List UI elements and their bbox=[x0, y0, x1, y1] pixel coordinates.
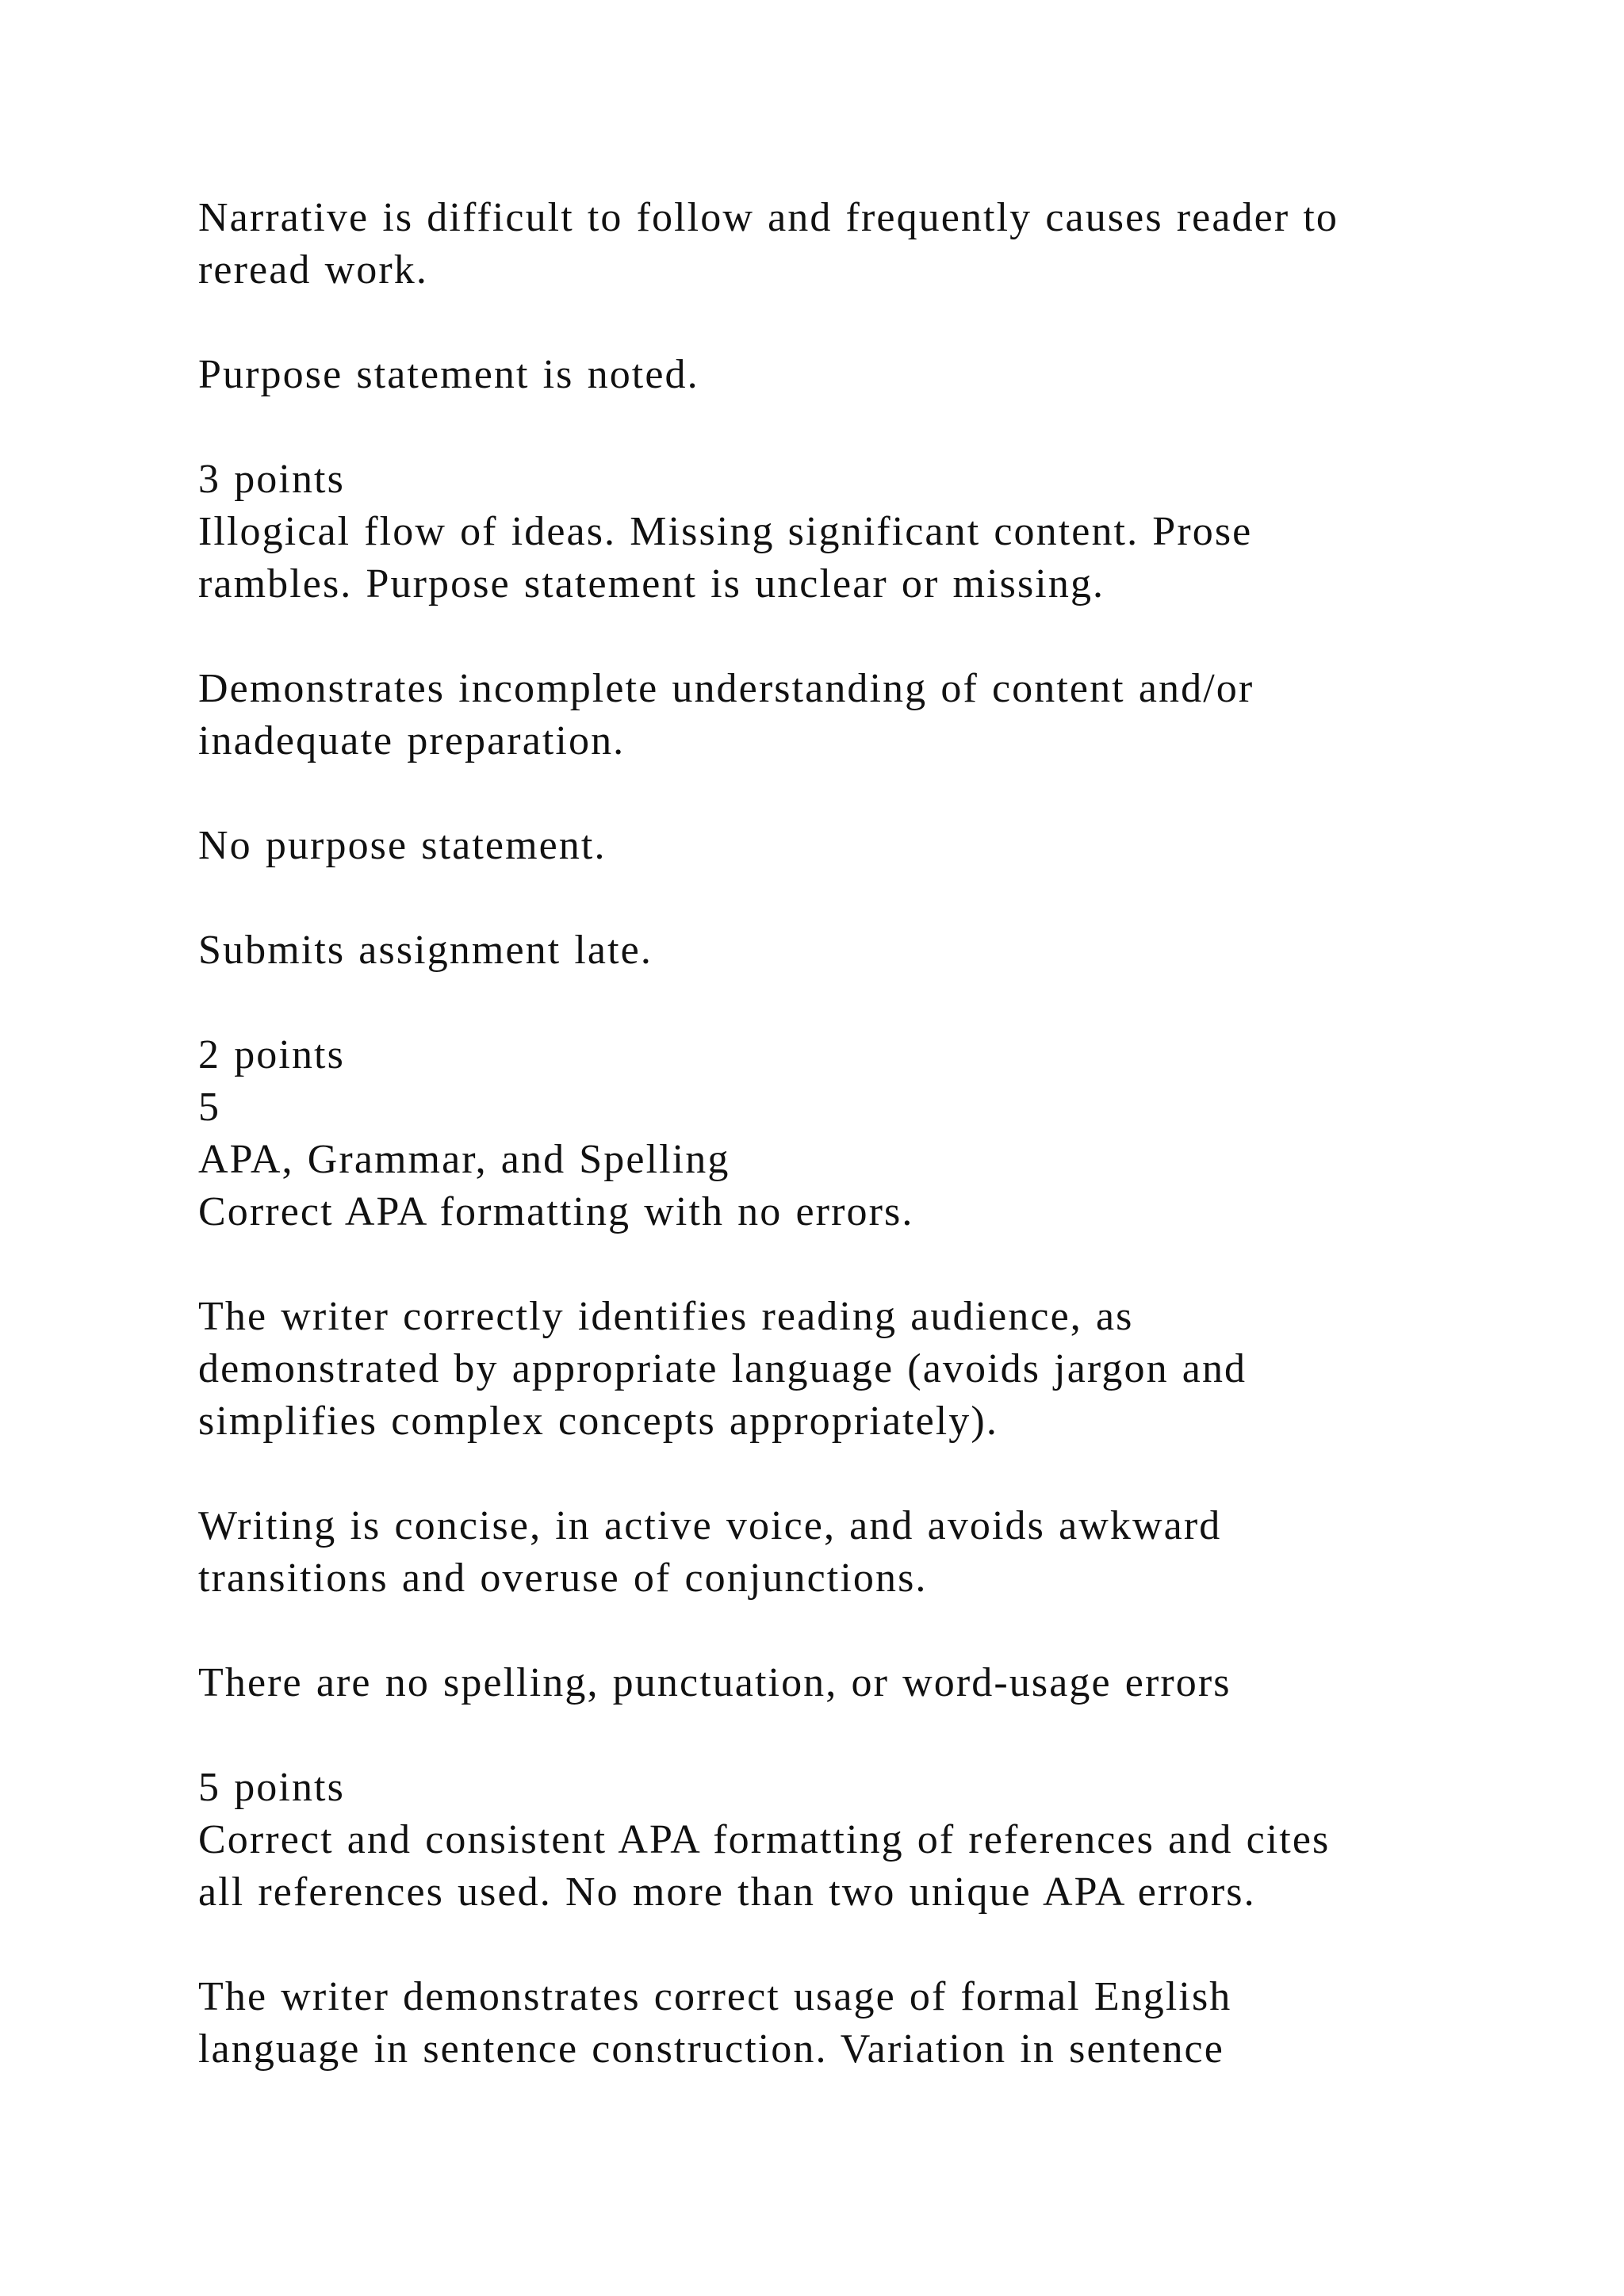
document-body bbox=[198, 192, 1546, 2076]
text-line: all references used. No more than two unique APA errors. bbox=[198, 1869, 1256, 1915]
criterion-title: APA, Grammar, and Spelling bbox=[198, 1137, 730, 1182]
text-line: No purpose statement. bbox=[198, 823, 607, 868]
text-line: Correct and consistent APA formatting of references and cites bbox=[198, 1817, 1331, 1862]
text-line: simplifies complex concepts appropriately). bbox=[198, 1399, 998, 1444]
blank-line bbox=[198, 1709, 1546, 1762]
text-line: The writer demonstrates correct usage of formal English bbox=[198, 1974, 1232, 2019]
blank-line bbox=[198, 1605, 1546, 1657]
text-line: There are no spelling, punctuation, or word-usage errors bbox=[198, 1660, 1231, 1705]
criterion-number: 5 bbox=[198, 1085, 221, 1130]
text-line: inadequate preparation. bbox=[198, 718, 626, 763]
blank-line bbox=[198, 610, 1546, 663]
text-line: reread work. bbox=[198, 247, 428, 293]
blank-line bbox=[198, 297, 1546, 349]
points-label: 2 points bbox=[198, 1032, 345, 1077]
points-label: 5 points bbox=[198, 1765, 345, 1810]
text-line: Illogical flow of ideas. Missing significant content. Prose bbox=[198, 509, 1253, 554]
blank-line bbox=[198, 767, 1546, 820]
blank-line bbox=[198, 1919, 1546, 1971]
text-line: Correct APA formatting with no errors. bbox=[198, 1189, 914, 1234]
text-line: Purpose statement is noted. bbox=[198, 352, 699, 397]
text-line: transitions and overuse of conjunctions. bbox=[198, 1556, 928, 1601]
text-line: The writer correctly identifies reading audience, as bbox=[198, 1294, 1134, 1339]
text-line: Demonstrates incomplete understanding of content and/or bbox=[198, 666, 1254, 711]
text-line: Narrative is difficult to follow and frequently causes reader to bbox=[198, 195, 1339, 240]
blank-line bbox=[198, 977, 1546, 1029]
blank-line bbox=[198, 1448, 1546, 1500]
blank-line bbox=[198, 401, 1546, 453]
text-line: rambles. Purpose statement is unclear or missing. bbox=[198, 561, 1105, 607]
blank-line bbox=[198, 872, 1546, 924]
text-line: demonstrated by appropriate language (avoids jargon and bbox=[198, 1346, 1247, 1391]
text-line: Submits assignment late. bbox=[198, 928, 653, 973]
points-label: 3 points bbox=[198, 457, 345, 502]
blank-line bbox=[198, 1238, 1546, 1291]
text-line: language in sentence construction. Variation in sentence bbox=[198, 2026, 1224, 2072]
text-line: Writing is concise, in active voice, and avoids awkward bbox=[198, 1503, 1222, 1548]
